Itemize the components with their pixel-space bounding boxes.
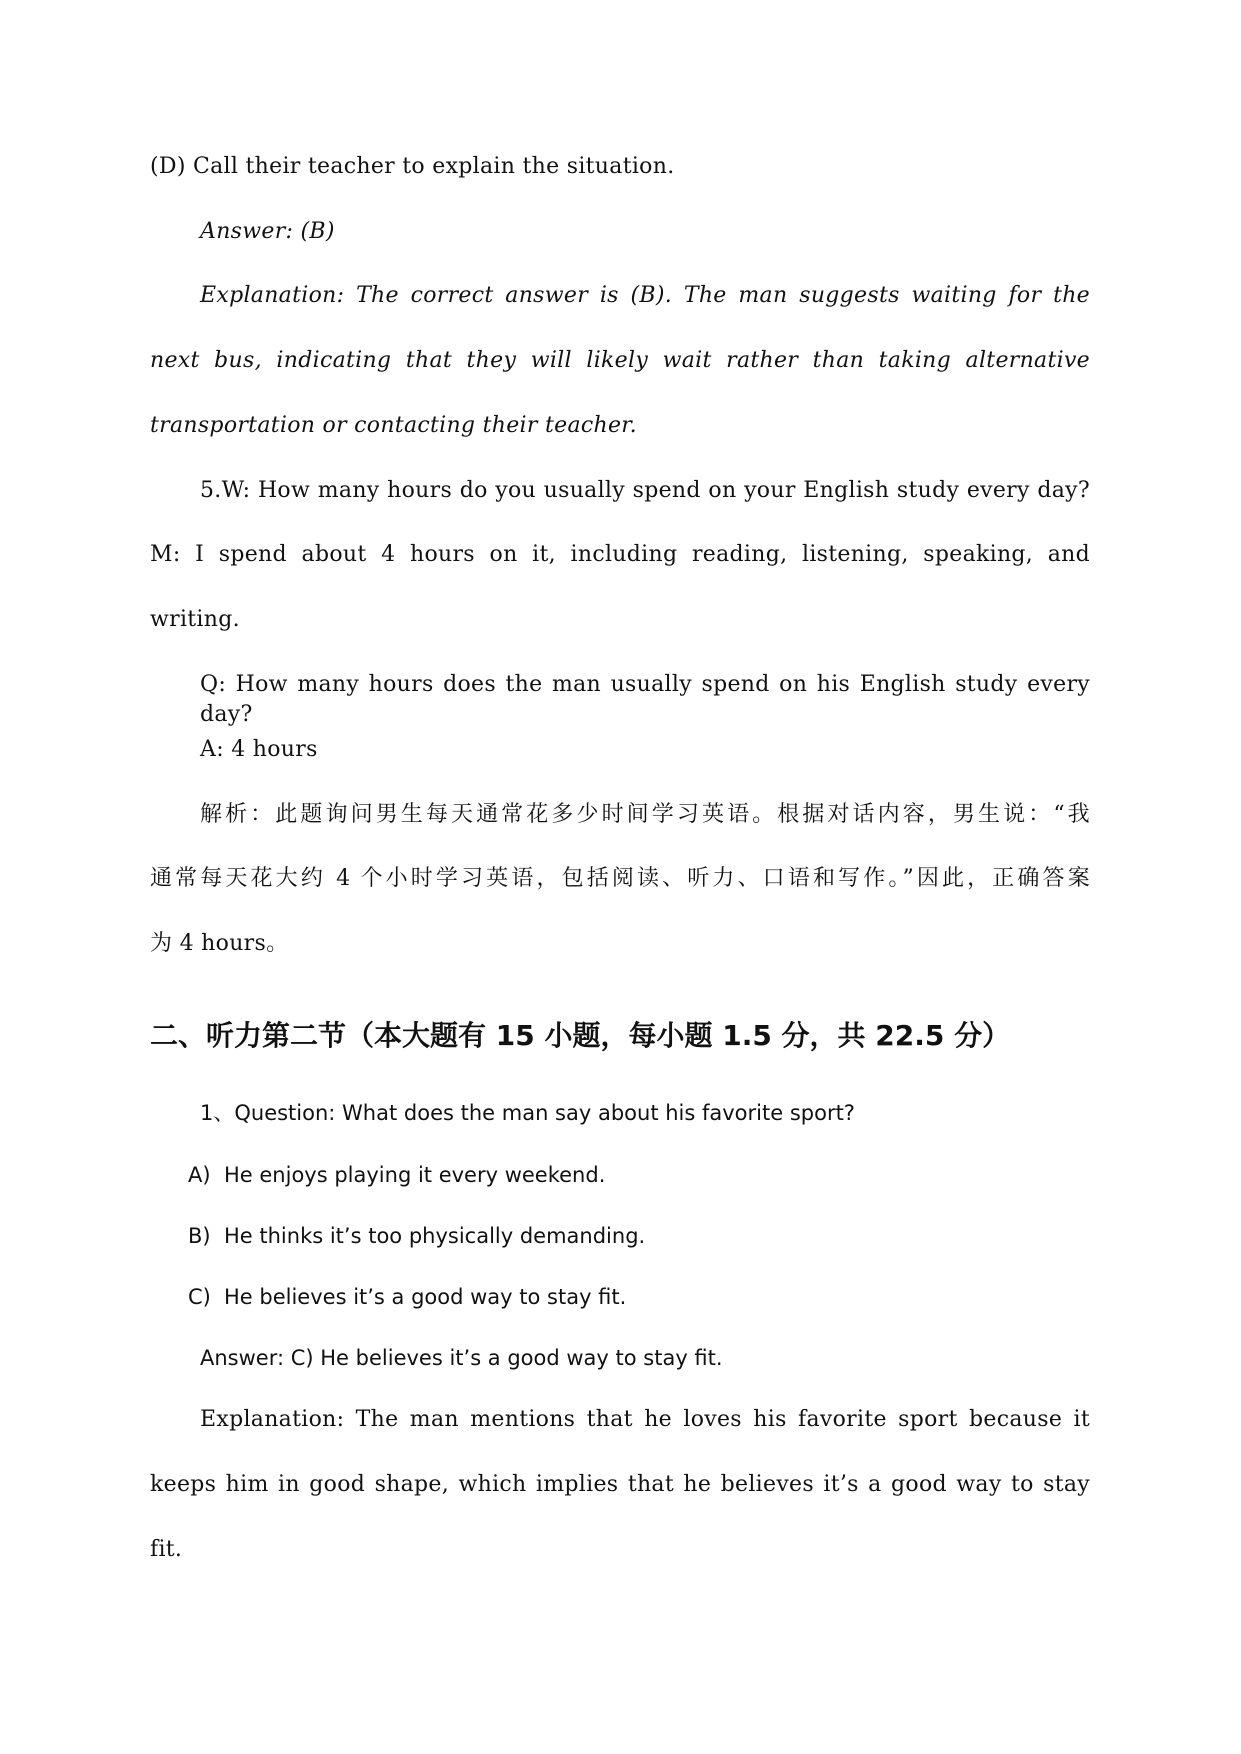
section-heading: 二、听力第二节（本大题有 15 小题，每小题 1.5 分，共 22.5 分） — [150, 1019, 1011, 1052]
explanation-line-1: Explanation: The correct answer is (B). The man suggests waiting for the — [200, 283, 1090, 308]
option-c — [188, 1282, 626, 1312]
option-text: He thinks it’s too physically demanding. — [224, 1224, 646, 1248]
explanation-line-3: fit. — [150, 1537, 183, 1562]
analysis-line-1: 解析：此题询问男生每天通常花多少时间学习英语。根据对话内容，男生说：“我 — [200, 802, 1090, 827]
analysis-line-3: 为 4 hours。 — [150, 931, 289, 956]
option-letter: A) — [188, 1163, 211, 1187]
analysis-line-2: 通常每天花大约 4 个小时学习英语，包括阅读、听力、口语和写作。”因此，正确答案 — [150, 866, 1090, 891]
dialogue-line-2: M: I spend about 4 hours on it, including reading, listening, speaking, and — [150, 542, 1090, 567]
dialogue-line-3: writing. — [150, 607, 240, 632]
option-a — [188, 1160, 605, 1190]
option-letter: C) — [188, 1285, 211, 1309]
answer-line: A: 4 hours — [200, 737, 318, 762]
option-text: He enjoys playing it every weekend. — [224, 1163, 606, 1187]
question-line: Q: How many hours does the man usually spend on his English study every day? — [200, 672, 1090, 727]
explanation-line-3: transportation or contacting their teacher. — [150, 413, 637, 438]
option-b — [188, 1221, 645, 1251]
dialogue-line-1: 5.W: How many hours do you usually spend on your English study every day? — [200, 478, 1090, 503]
question-line: 1、Question: What does the man say about his favorite sport? — [200, 1101, 855, 1125]
option-d: (D) Call their teacher to explain the situation. — [150, 154, 675, 179]
explanation-line-1: Explanation: The man mentions that he loves his favorite sport because it — [200, 1407, 1090, 1432]
answer-line: Answer: C) He believes it’s a good way to stay fit. — [200, 1346, 723, 1370]
option-text: He believes it’s a good way to stay fit. — [224, 1285, 627, 1309]
answer-line: Answer: (B) — [200, 219, 335, 244]
explanation-line-2: next bus, indicating that they will likely wait rather than taking alternative — [150, 348, 1090, 373]
option-letter: B) — [188, 1224, 211, 1248]
explanation-line-2: keeps him in good shape, which implies that he believes it’s a good way to stay — [150, 1472, 1090, 1497]
